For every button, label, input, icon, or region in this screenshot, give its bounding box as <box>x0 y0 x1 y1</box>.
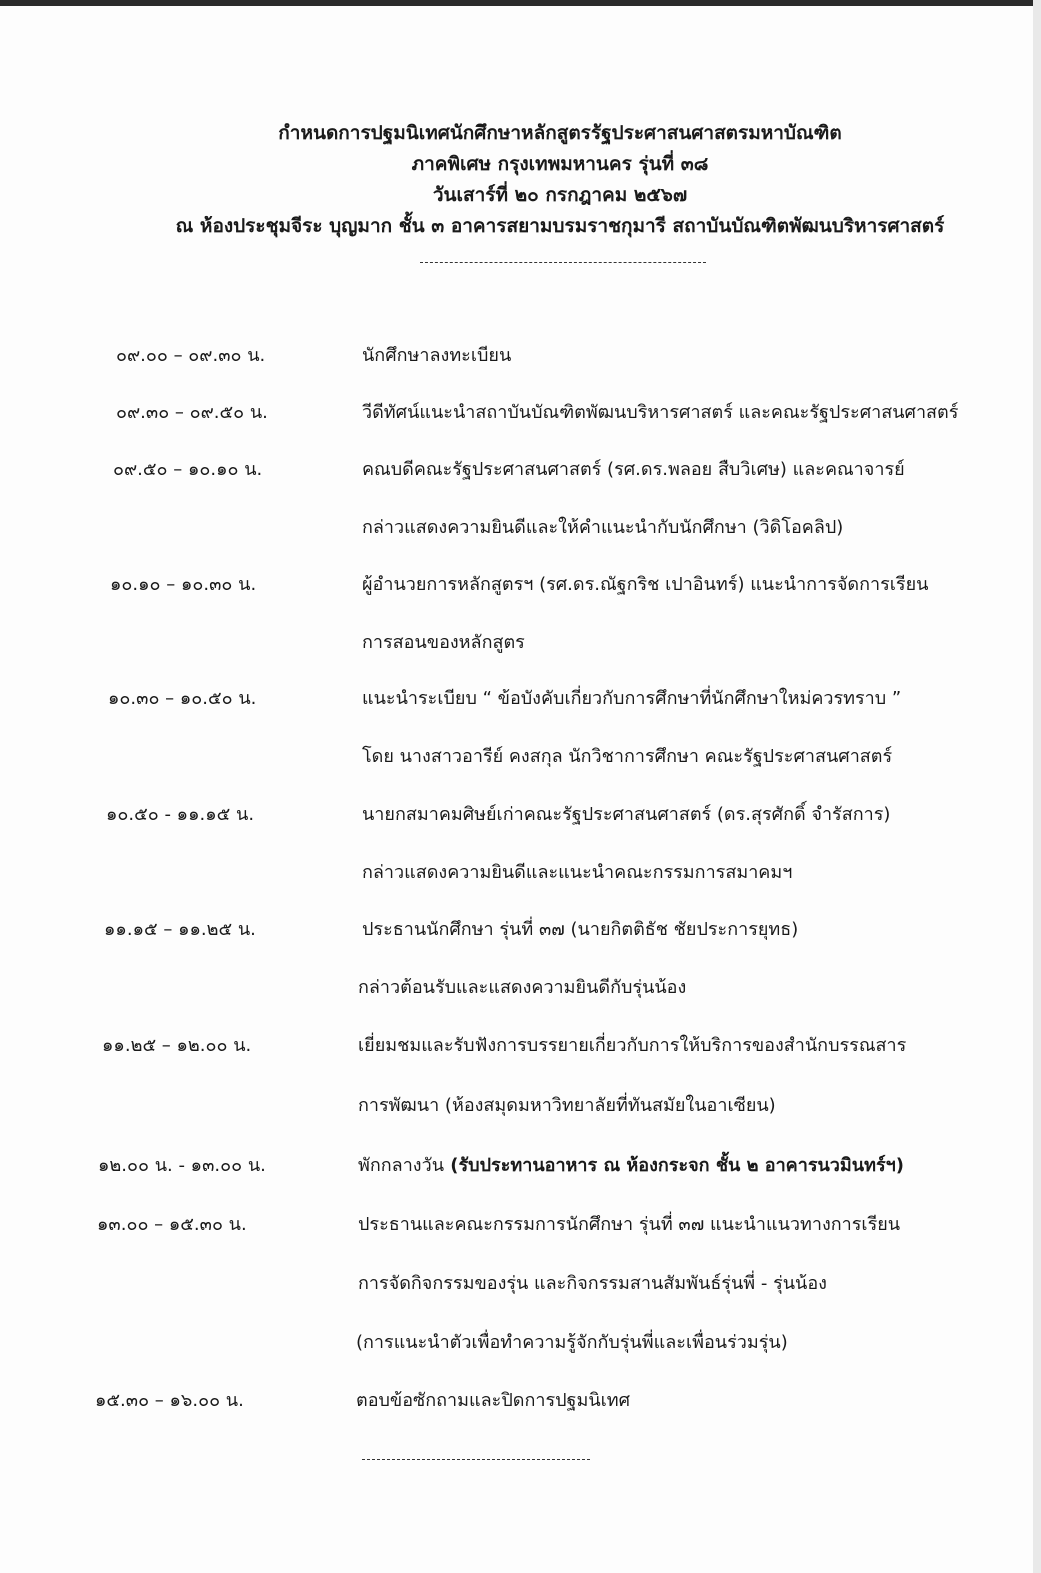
schedule-item <box>358 1150 904 1179</box>
schedule-time: ๑๐.๑๐ – ๑๐.๓๐ น. <box>110 574 257 595</box>
header-divider <box>420 262 706 263</box>
schedule-item: ประธานนักศึกษา รุ่นที่ ๓๗ (นายกิตติธัช ชัยประการยุทธ) <box>362 919 799 940</box>
header-date: วันเสาร์ที่ ๒๐ กรกฎาคม ๒๕๖๗ <box>432 184 688 206</box>
schedule-time: ๑๒.๐๐ น. - ๑๓.๐๐ น. <box>98 1155 266 1176</box>
scan-top-edge <box>0 0 1041 6</box>
schedule-item: ตอบข้อซักถามและปิดการปฐมนิเทศ <box>356 1390 631 1411</box>
schedule-item-continued: (การแนะนำตัวเพื่อทำความรู้จักกับรุ่นพี่และเพื่อนร่วมรุ่น) <box>356 1332 788 1353</box>
schedule-item-continued: กล่าวแสดงความยินดีและให้คำแนะนำกับนักศึกษา (วิดิโอคลิป) <box>362 517 844 538</box>
schedule-item: วีดีทัศน์แนะนำสถาบันบัณฑิตพัฒนบริหารศาสตร์ และคณะรัฐประศาสนศาสตร์ <box>362 402 959 423</box>
schedule-item-continued: กล่าวต้อนรับและแสดงความยินดีกับรุ่นน้อง <box>358 977 687 998</box>
schedule-item: เยี่ยมชมและรับฟังการบรรยายเกี่ยวกับการให้บริการของสำนักบรรณสาร <box>358 1035 907 1056</box>
schedule-time: ๑๐.๕๐ - ๑๑.๑๕ น. <box>106 804 255 825</box>
schedule-time: ๑๐.๓๐ – ๑๐.๕๐ น. <box>108 688 257 709</box>
header-title: กำหนดการปฐมนิเทศนักศึกษาหลักสูตรรัฐประศาสนศาสตรมหาบัณฑิต <box>278 122 842 144</box>
schedule-item-continued: การจัดกิจกรรมของรุ่น และกิจกรรมสานสัมพันธ์รุ่นพี่ - รุ่นน้อง <box>358 1273 827 1294</box>
schedule-time: ๑๑.๒๕ – ๑๒.๐๐ น. <box>102 1035 252 1056</box>
scan-right-edge <box>1033 0 1041 1573</box>
header-venue: ณ ห้องประชุมจีระ บุญมาก ชั้น ๓ อาคารสยามบรมราชกุมารี สถาบันบัณฑิตพัฒนบริหารศาสตร์ <box>175 215 945 237</box>
schedule-time: ๑๑.๑๕ – ๑๑.๒๕ น. <box>104 919 256 940</box>
schedule-item: นักศึกษาลงทะเบียน <box>362 345 512 366</box>
schedule-item: คณบดีคณะรัฐประศาสนศาสตร์ (รศ.ดร.พลอย สืบวิเศษ) และคณาจารย์ <box>362 459 905 480</box>
schedule-item-continued: การสอนของหลักสูตร <box>362 632 525 653</box>
footer-divider <box>362 1459 590 1460</box>
lunch-location: (รับประทานอาหาร ณ ห้องกระจก ชั้น ๒ อาคารนวมินทร์ฯ) <box>444 1155 904 1176</box>
schedule-item-continued: การพัฒนา (ห้องสมุดมหาวิทยาลัยที่ทันสมัยในอาเซียน) <box>358 1095 776 1116</box>
header-program: ภาคพิเศษ กรุงเทพมหานคร รุ่นที่ ๓๘ <box>411 153 709 175</box>
document-header <box>150 118 970 242</box>
schedule-time: ๑๓.๐๐ – ๑๕.๓๐ น. <box>97 1214 247 1235</box>
schedule-time: ๑๕.๓๐ – ๑๖.๐๐ น. <box>95 1390 244 1411</box>
schedule-time: ๐๙.๐๐ – ๐๙.๓๐ น. <box>116 345 266 366</box>
schedule-time: ๐๙.๕๐ – ๑๐.๑๐ น. <box>113 459 263 480</box>
lunch-label: พักกลางวัน <box>358 1155 445 1176</box>
schedule-time: ๐๙.๓๐ – ๐๙.๕๐ น. <box>116 402 268 423</box>
schedule-item: แนะนำระเบียบ “ ข้อบังคับเกี่ยวกับการศึกษาที่นักศึกษาใหม่ควรทราบ ” <box>362 688 902 709</box>
schedule-item-continued: โดย นางสาวอารีย์ คงสกุล นักวิชาการศึกษา คณะรัฐประศาสนศาสตร์ <box>362 746 893 767</box>
schedule-item: ผู้อำนวยการหลักสูตรฯ (รศ.ดร.ณัฐกริช เปาอินทร์) แนะนำการจัดการเรียน <box>362 574 929 595</box>
schedule-item-continued: กล่าวแสดงความยินดีและแนะนำคณะกรรมการสมาคมฯ <box>362 862 793 883</box>
schedule-item: ประธานและคณะกรรมการนักศึกษา รุ่นที่ ๓๗ แนะนำแนวทางการเรียน <box>358 1214 901 1235</box>
schedule-item: นายกสมาคมศิษย์เก่าคณะรัฐประศาสนศาสตร์ (ดร.สุรศักดิ์ จำรัสการ) <box>362 804 891 825</box>
